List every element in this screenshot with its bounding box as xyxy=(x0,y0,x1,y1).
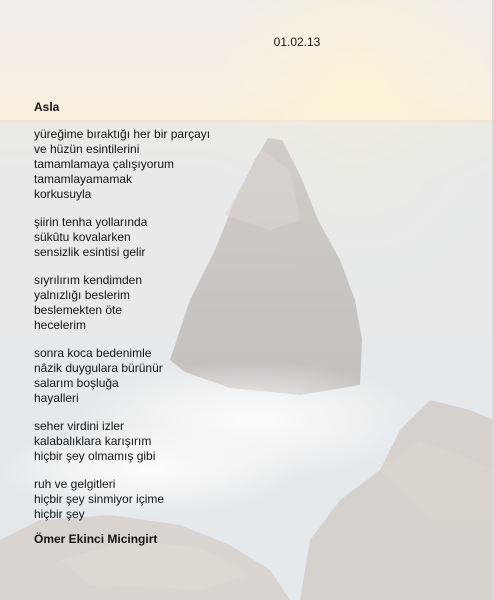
poem-line: sonra koca bedenimle xyxy=(34,346,152,360)
poem-line: hiçbir şey xyxy=(34,507,85,521)
poem-line: beslemekten öte xyxy=(34,303,123,317)
poem-line: sükûtu kovalarken xyxy=(34,230,131,244)
poem-line: tamamlamaya çalışıyorum xyxy=(34,157,175,171)
poem-line: salarım boşluğa xyxy=(34,376,119,390)
poem-line: sensizlik esintisi gelir xyxy=(34,245,146,259)
poem-line: hiçbir şey olmamış gibi xyxy=(34,449,156,463)
poem-line: yalnızlığı beslerim xyxy=(34,288,131,302)
poem-line: yüreğime bıraktığı her bir parçayı xyxy=(34,127,211,141)
poem-line: hecelerim xyxy=(34,318,87,332)
stanza xyxy=(34,346,334,406)
stanza xyxy=(34,477,334,522)
stanza xyxy=(34,127,334,202)
poem-line: kalabalıklara karışırım xyxy=(34,434,152,448)
poem-author: Ömer Ekinci Micingirt xyxy=(34,532,158,546)
poem-line: korkusuyla xyxy=(34,187,92,201)
poem-line: tamamlayamamak xyxy=(34,172,133,186)
poem-line: hiçbir şey sinmiyor içime xyxy=(34,492,165,506)
poem-line: şiirin tenha yollarında xyxy=(34,215,148,229)
poem-title: Asla xyxy=(34,100,60,114)
poem-line: ve hüzün esintilerini xyxy=(34,142,140,156)
poem-line: hayalleri xyxy=(34,391,79,405)
stanza xyxy=(34,215,334,260)
poem-body xyxy=(34,100,334,547)
poem-date: 01.02.13 xyxy=(273,35,321,49)
poem-line: sıyrılırım kendimden xyxy=(34,273,143,287)
stanza xyxy=(34,273,334,333)
poem-line: nâzik duygulara bürünür xyxy=(34,361,163,375)
stanza xyxy=(34,419,334,464)
poem-line: seher virdini izler xyxy=(34,419,125,433)
poem-line: ruh ve gelgitleri xyxy=(34,477,116,491)
